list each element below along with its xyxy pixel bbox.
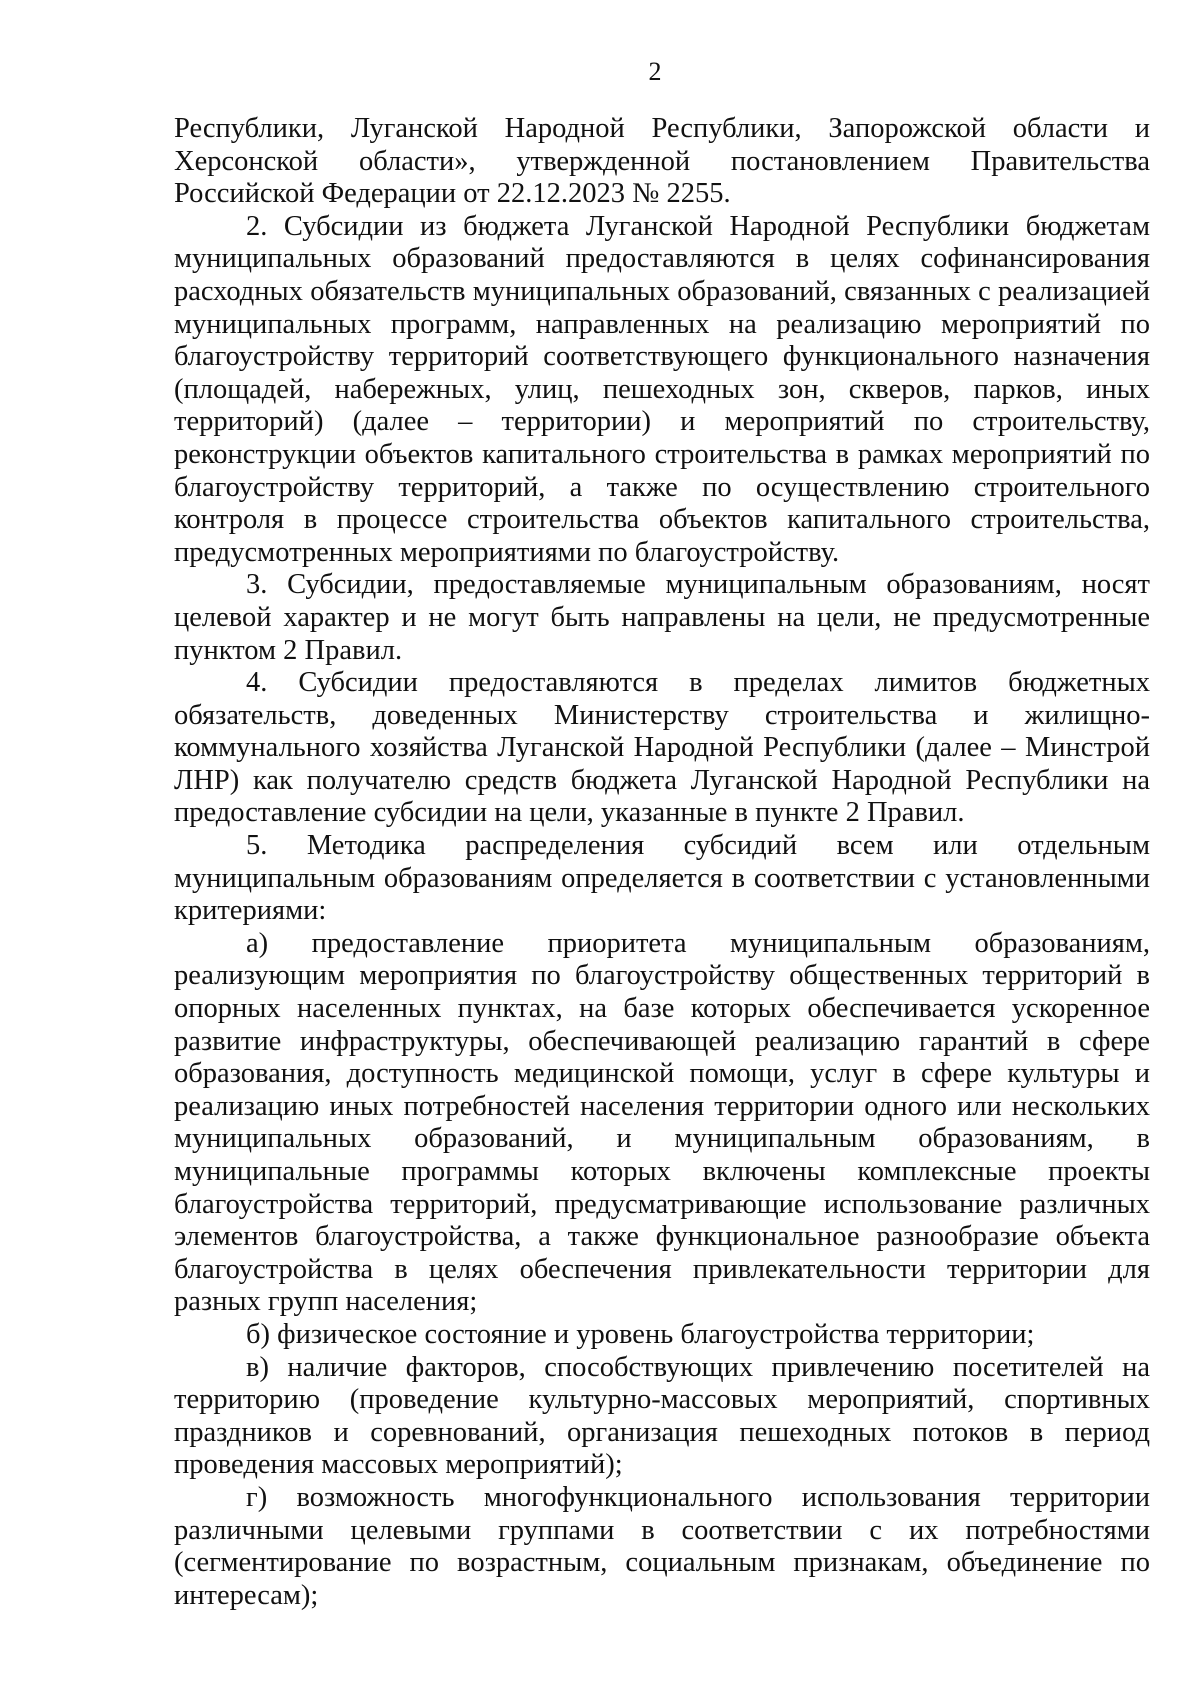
paragraph-subitem-b: б) физическое состояние и уровень благоустройства территории; [246, 1318, 1035, 1350]
paragraph-subitem-v: в) наличие факторов, способствующих привлечению посетителей на территорию (проведение культурно-массовых мероприятий, спортивных праздников и соревнований, организация пешеходных потоков в период проведения массовых мероприятий); [174, 1351, 1150, 1481]
paragraph-subitem-a: а) предоставление приоритета муниципальным образованиям, реализующим мероприятия по благоустройству общественных территорий в опорных населенных пунктах, на базе которых обеспечивается ускоренное развитие инфраструктуры, обеспечивающей реализацию гарантий в сфере образования, доступность медицинской помощи, услуг в сфере культуры и реализацию иных потребностей населения территории одного или нескольких муниципальных образований, и муниципальным образованиям, в муниципальные программы которых включены комплексные проекты благоустройства территорий, предусматривающие использование различных элементов благоустройства, а также функциональное разнообразие объекта благоустройства в целях обеспечения привлекательности территории для разных групп населения; [174, 927, 1150, 1318]
paragraph-item-4: 4. Субсидии предоставляются в пределах лимитов бюджетных обязательств, доведенных Министерству строительства и жилищно-коммунального хозяйства Луганской Народной Республики (далее – Минстрой ЛНР) как получателю средств бюджета Луганской Народной Республики на предоставление субсидии на цели, указанные в пункте 2 Правил. [174, 667, 1150, 829]
document-body [174, 113, 1150, 1612]
paragraph-subitem-g: г) возможность многофункционального использования территории различными целевыми группами в соответствии с их потребностями (сегментирование по возрастным, социальным признакам, объединение по интересам); [174, 1481, 1150, 1611]
paragraph-item-2: 2. Субсидии из бюджета Луганской Народной Республики бюджетам муниципальных образований предоставляются в целях софинансирования расходных обязательств муниципальных образований, связанных с реализацией муниципальных программ, направленных на реализацию мероприятий по благоустройству территорий соответствующего функционального назначения (площадей, набережных, улиц, пешеходных зон, скверов, парков, иных территорий) (далее – территории) и мероприятий по строительству, реконструкции объектов капитального строительства в рамках мероприятий по благоустройству территорий, а также по осуществлению строительного контроля в процессе строительства объектов капитального строительства, предусмотренных мероприятиями по благоустройству. [174, 210, 1150, 568]
paragraph-item-3: 3. Субсидии, предоставляемые муниципальным образованиям, носят целевой характер и не могут быть направлены на цели, не предусмотренные пунктом 2 Правил. [174, 569, 1150, 666]
paragraph-item-5: 5. Методика распределения субсидий всем или отдельным муниципальным образованиям определяется в соответствии с установленными критериями: [174, 830, 1150, 927]
page-number: 2 [648, 57, 662, 86]
paragraph-continuation: Республики, Луганской Народной Республики, Запорожской области и Херсонской области», утвержденной постановлением Правительства Российской Федерации от 22.12.2023 № 2255. [174, 113, 1150, 210]
